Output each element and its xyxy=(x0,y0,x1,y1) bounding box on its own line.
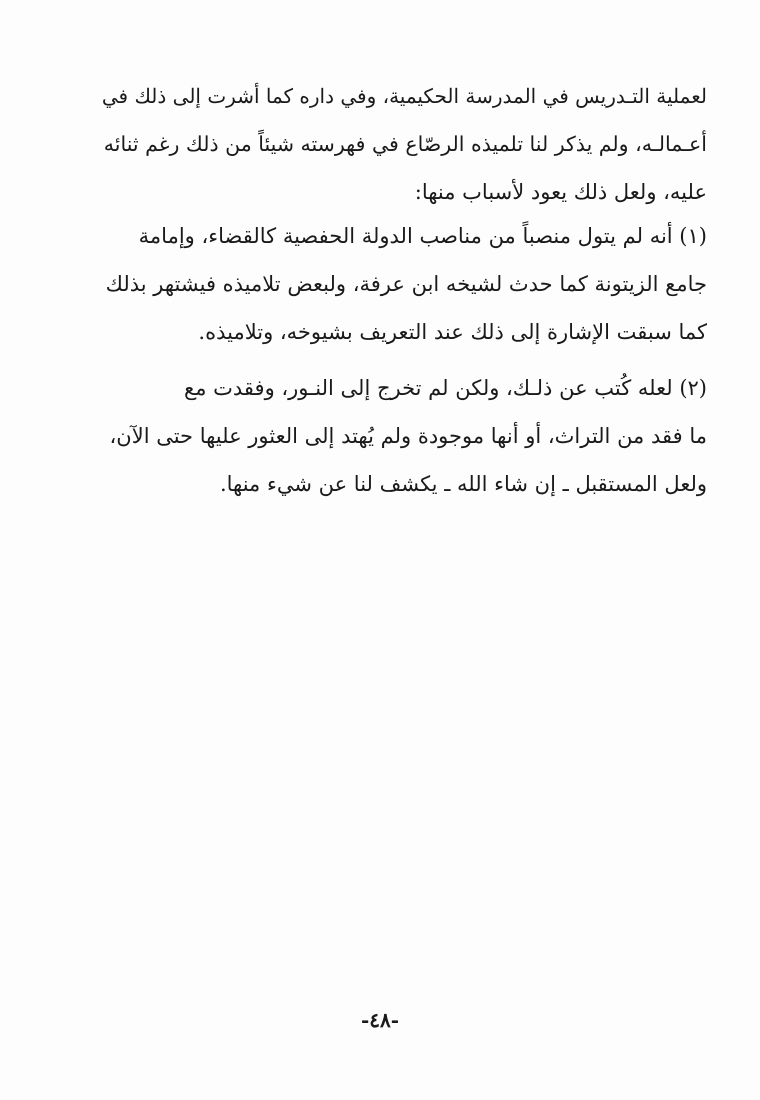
paragraph-line: عليه، ولعل ذلك يعود لأسباب منها: xyxy=(414,180,707,204)
paragraph-line: كما سبقت الإشارة إلى ذلك عند التعريف بشيوخه، وتلاميذه. xyxy=(198,320,707,344)
paragraph-line: أعـمالـه، ولم يذكر لنا تلميذه الرصّاع في فهرسته شيئاً من ذلك رغم ثنائه xyxy=(103,132,707,156)
paragraph-intro xyxy=(95,72,707,216)
paragraph-line: ما فقد من التراث، أو أنها موجودة ولم يُهتد إلى العثور عليها حتى الآن، xyxy=(109,424,707,448)
paragraph-line: لعملية التـدريس في المدرسة الحكيمية، وفي داره كما أشرت إلى ذلك في xyxy=(101,84,707,108)
paragraph-reason-1 xyxy=(95,212,707,356)
paragraph-reason-2 xyxy=(95,364,707,508)
paragraph-line: (٢) لعله كُتب عن ذلـك، ولكن لم تخرج إلى النـور، وفقدت مع xyxy=(184,376,707,400)
paragraph-line: (١) أنه لم يتول منصباً من مناصب الدولة الحفصية كالقضاء، وإمامة xyxy=(138,224,707,248)
paragraph-line: ولعل المستقبل ـ إن شاء الله ـ يكشف لنا عن شيء منها. xyxy=(219,472,707,496)
paragraph-line: جامع الزيتونة كما حدث لشيخه ابن عرفة، ولبعض تلاميذه فيشتهر بذلك xyxy=(105,272,707,296)
page-number: -٤٨- xyxy=(360,1008,400,1032)
